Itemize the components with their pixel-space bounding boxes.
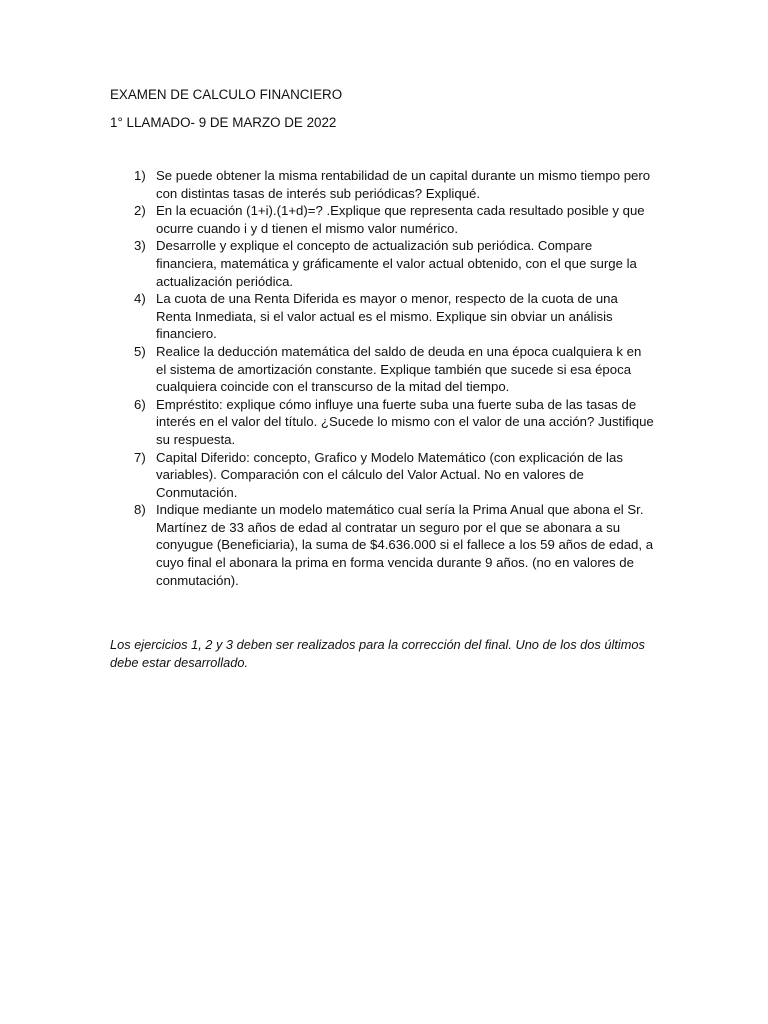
question-text: Capital Diferido: concepto, Grafico y Modelo Matemático (con explicación de las variables). Comparación con el cálculo del Valor Actual. No en valores de Conmutación. (156, 449, 623, 500)
question-text: Desarrolle y explique el concepto de actualización sub periódica. Compare financiera, matemática y gráficamente el valor actual obtenido, con el que surge la actualización periódica. (156, 238, 637, 289)
question-item (110, 449, 655, 502)
question-text: En la ecuación (1+i).(1+d)=? .Explique que representa cada resultado posible y que ocurre cuando i y d tienen el mismo valor numérico. (156, 203, 645, 236)
question-item (110, 237, 655, 290)
question-item (110, 343, 655, 396)
question-list (110, 167, 655, 589)
question-number: 4) (134, 291, 146, 307)
question-text: Realice la deducción matemática del saldo de deuda en una época cualquiera k en el sistema de amortización constante. Explique también que sucede si esa época cualquiera coincide con el transcurso de la mitad del tiempo. (156, 343, 642, 395)
question-item (110, 290, 655, 343)
question-text: Empréstito: explique cómo influye una fuerte suba una fuerte suba de las tasas de interés en el valor del título. ¿Sucede lo mismo con el valor de una acción? Justifique su respuesta. (156, 396, 654, 447)
exam-title: EXAMEN DE CALCULO FINANCIERO (110, 87, 343, 102)
question-item (110, 396, 655, 449)
question-item (110, 501, 655, 589)
question-number: 7) (134, 449, 146, 465)
question-number: 6) (134, 396, 146, 412)
question-number: 8) (134, 502, 146, 518)
exam-note: Los ejercicios 1, 2 y 3 deben ser realizados para la corrección del final. Uno de los dos últimos debe estar desarrollado. (110, 637, 645, 670)
exam-subtitle: 1° LLAMADO- 9 DE MARZO DE 2022 (110, 115, 337, 130)
question-text: Se puede obtener la misma rentabilidad de un capital durante un mismo tiempo pero con distintas tasas de interés sub periódicas? Expliqué. (156, 168, 651, 201)
question-text: Indique mediante un modelo matemático cual sería la Prima Anual que abona el Sr. Martínez de 33 años de edad al contratar un seguro por el que se abonara a su conyugue (Beneficiaria), la suma de $4.636.000 si el fallece a los 59 años de edad, a cuyo final el abonara la prima en forma vencida durante 9 años. (no en valores de conmutación). (156, 502, 654, 588)
question-number: 3) (134, 238, 146, 254)
question-number: 2) (134, 203, 146, 219)
question-item (110, 167, 655, 202)
question-item (110, 202, 655, 237)
question-number: 1) (134, 168, 146, 183)
question-text: La cuota de una Renta Diferida es mayor o menor, respecto de la cuota de una Renta Inmediata, si el valor actual es el mismo. Explique sin obviar un análisis financiero. (156, 291, 618, 342)
question-number: 5) (134, 343, 146, 359)
